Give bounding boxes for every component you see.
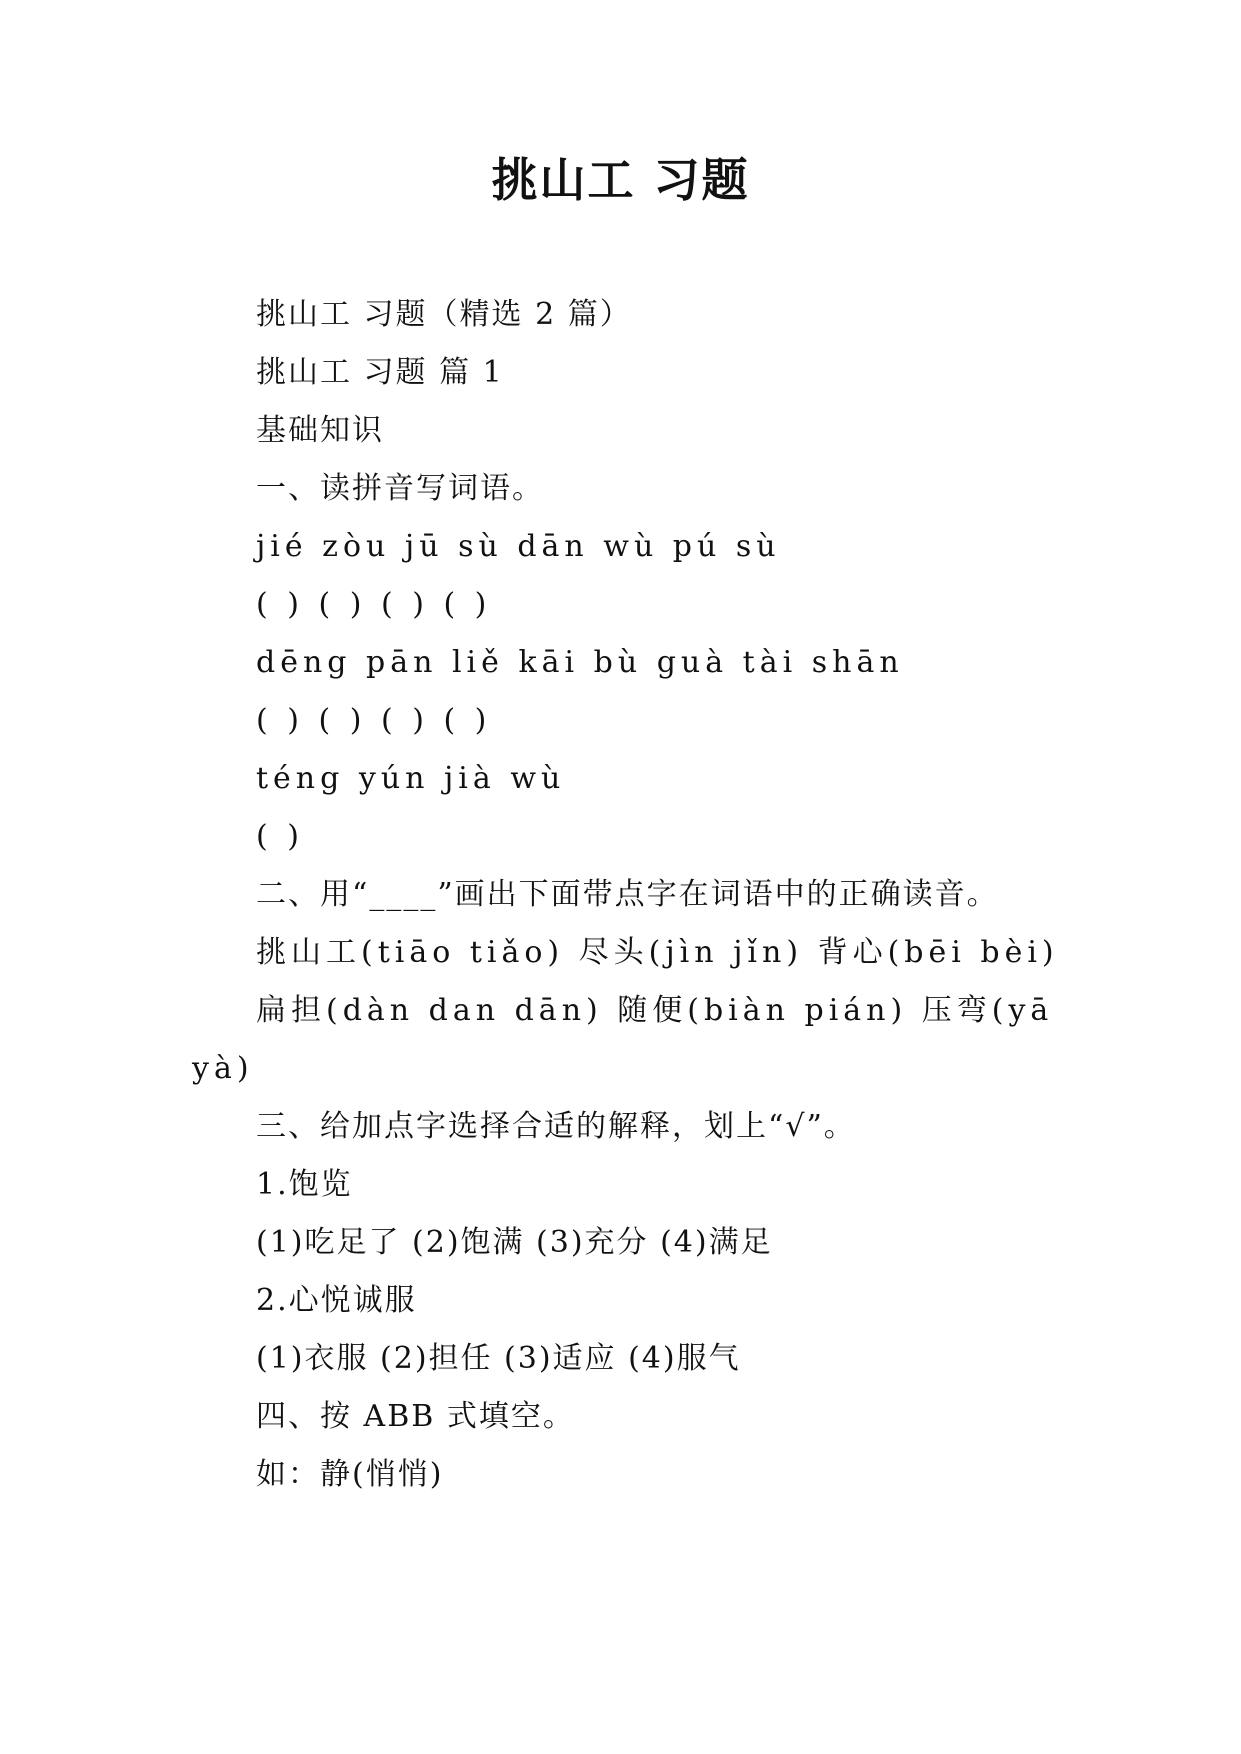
item-1-word: 1.饱览 <box>256 1167 353 1202</box>
example-line: 如：静(悄悄) <box>256 1457 444 1492</box>
answer-blanks-1: ( ) ( ) ( ) ( ) <box>256 587 492 622</box>
reading-choice-line-2: 扁担(dàn dan dān) 随便(biàn pián) 压弯(yā yà) <box>192 993 1068 1086</box>
document-body <box>192 286 1072 1504</box>
subtitle-line: 挑山工 习题（精选 2 篇） <box>256 297 632 332</box>
question-4-heading: 四、按 ABB 式填空。 <box>256 1399 575 1434</box>
question-2-heading: 二、用“____”画出下面带点字在词语中的正确读音。 <box>256 877 999 912</box>
item-1-options: (1)吃足了 (2)饱满 (3)充分 (4)满足 <box>256 1225 773 1260</box>
pinyin-line-1: jié zòu jū sù dān wù pú sù <box>256 529 781 564</box>
pinyin-line-2: dēng pān liě kāi bù guà tài shān <box>256 645 904 680</box>
pinyin-line-3: téng yún jià wù <box>256 761 566 796</box>
document-title: 挑山工 习题 <box>491 153 750 207</box>
reading-choice-line-1: 挑山工(tiāo tiǎo) 尽头(jìn jǐn) 背心(bēi bèi) <box>256 935 1059 970</box>
section-heading: 挑山工 习题 篇 1 <box>256 355 504 390</box>
item-2-options: (1)衣服 (2)担任 (3)适应 (4)服气 <box>256 1341 741 1376</box>
part-heading: 基础知识 <box>256 413 384 448</box>
answer-blanks-2: ( ) ( ) ( ) ( ) <box>256 703 492 738</box>
question-3-heading: 三、给加点字选择合适的解释，划上“√”。 <box>256 1109 856 1144</box>
item-2-word: 2.心悦诚服 <box>256 1283 417 1318</box>
answer-blanks-3: ( ) <box>256 819 304 854</box>
question-1-heading: 一、读拼音写词语。 <box>256 471 544 506</box>
